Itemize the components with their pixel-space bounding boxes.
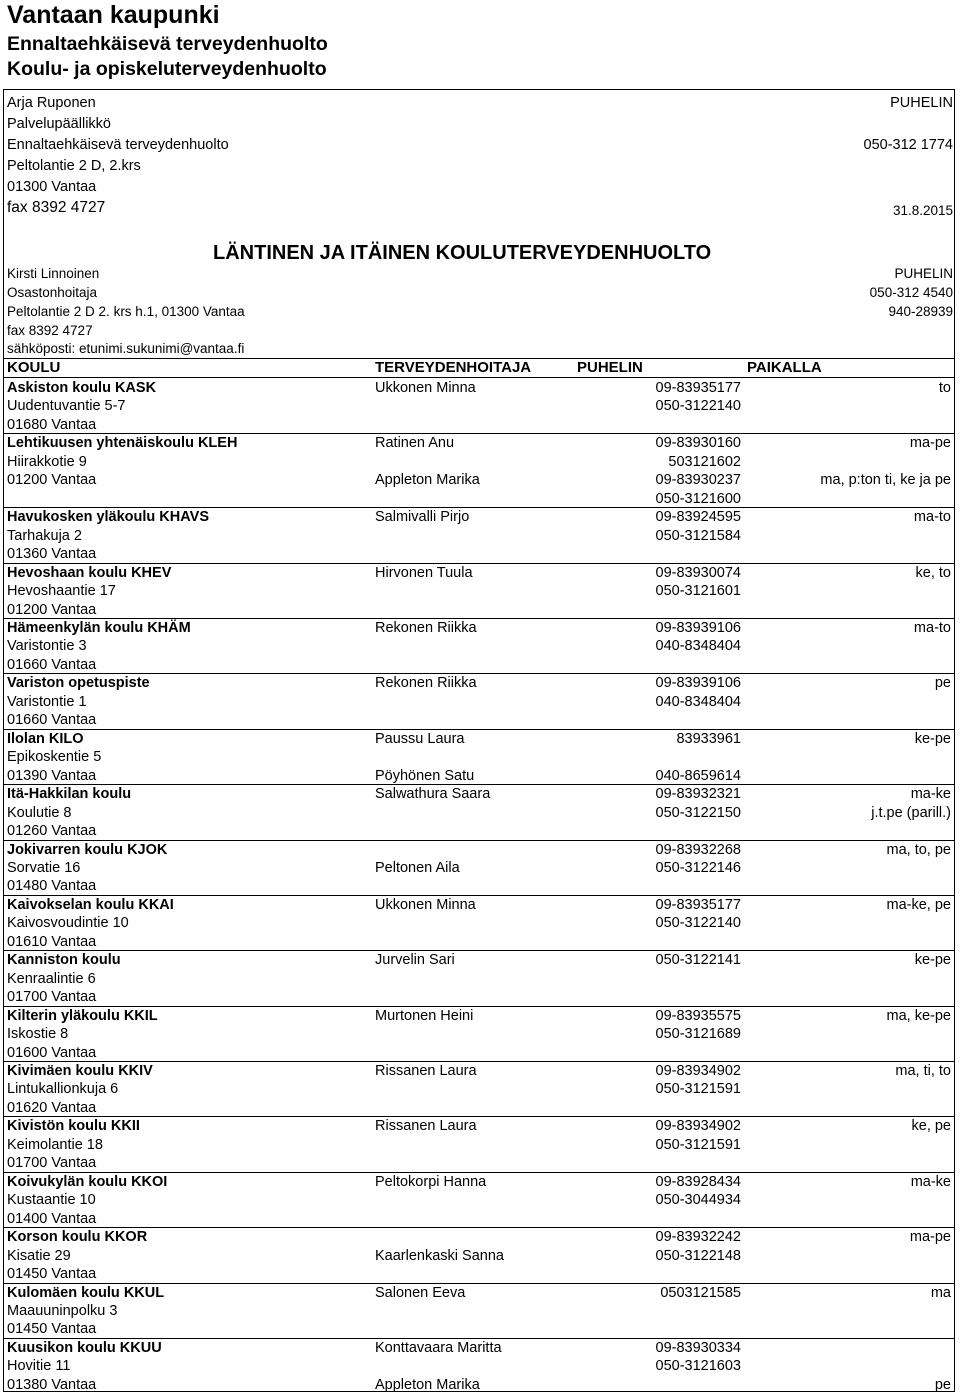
manager-phone: 050-312 1774 xyxy=(863,137,953,153)
phone-cell: 09-83939106 xyxy=(655,619,741,636)
nurse-cell: Rekonen Riikka xyxy=(375,619,477,636)
service-title: Koulu- ja opiskeluterveydenhuolto xyxy=(7,58,327,80)
school-cell: Kisatie 29 xyxy=(7,1247,71,1264)
row-separator xyxy=(4,1116,954,1117)
school-cell: 01680 Vantaa xyxy=(7,416,97,433)
school-cell: 01360 Vantaa xyxy=(7,546,97,563)
days-cell: ma-ke xyxy=(910,1173,951,1190)
phone-cell: 09-83924595 xyxy=(655,509,741,526)
head-nurse-address: Peltolantie 2 D 2. krs h.1, 01300 Vantaa xyxy=(7,304,245,319)
head-nurse-fax: fax 8392 4727 xyxy=(7,323,93,338)
phone-cell: 503121602 xyxy=(668,453,741,470)
head-nurse-email[interactable]: sähköposti: etunimi.sukunimi@vantaa.fi xyxy=(7,341,245,356)
phone-cell: 050-3121689 xyxy=(655,1026,741,1043)
days-cell: ma, p:ton ti, ke ja pe xyxy=(820,472,951,489)
column-header-days: PAIKALLA xyxy=(747,359,822,376)
school-cell: Kulomäen koulu KKUL xyxy=(7,1284,165,1301)
nurse-cell: Peltonen Aila xyxy=(375,859,460,876)
school-cell: 01450 Vantaa xyxy=(7,1321,97,1338)
days-cell: ma, ke-pe xyxy=(886,1007,951,1024)
row-separator xyxy=(4,729,954,730)
nurse-cell: Appleton Marika xyxy=(375,1376,480,1393)
phone-cell: 050-3122140 xyxy=(655,915,741,932)
school-cell: Jokivarren koulu KJOK xyxy=(7,841,168,858)
school-cell: Lehtikuusen yhtenäiskoulu KLEH xyxy=(7,435,238,452)
school-cell: Itä-Hakkilan koulu xyxy=(7,786,132,803)
manager-unit: Ennaltaehkäisevä terveydenhuolto xyxy=(7,137,229,153)
school-cell: Iskostie 8 xyxy=(7,1026,69,1043)
manager-title: Palvelupäällikkö xyxy=(7,116,111,132)
unit-title: Ennaltaehkäisevä terveydenhuolto xyxy=(7,33,328,55)
nurse-cell: Paussu Laura xyxy=(375,730,465,747)
school-cell: Kaivosvoudintie 10 xyxy=(7,915,129,932)
section-title: LÄNTINEN JA ITÄINEN KOULUTERVEYDENHUOLTO xyxy=(213,242,712,264)
nurse-cell: Salwathura Saara xyxy=(375,786,491,803)
nurse-cell: Pöyhönen Satu xyxy=(375,767,475,784)
phone-cell: 040-8348404 xyxy=(655,693,741,710)
nurse-cell: Rissanen Laura xyxy=(375,1063,477,1080)
phone-cell: 0503121585 xyxy=(660,1284,741,1301)
school-cell: Kuusikon koulu KKUU xyxy=(7,1339,162,1356)
nurse-cell: Rekonen Riikka xyxy=(375,675,477,692)
school-cell: 01200 Vantaa xyxy=(7,472,97,489)
phone-cell: 050-3122140 xyxy=(655,398,741,415)
nurse-cell: Ratinen Anu xyxy=(375,435,455,452)
phone-cell: 050-3121603 xyxy=(655,1358,741,1375)
phone-cell: 09-83934902 xyxy=(655,1063,741,1080)
school-cell: Hovitie 11 xyxy=(7,1358,71,1375)
school-cell: 01620 Vantaa xyxy=(7,1099,97,1116)
phone-cell: 09-83930237 xyxy=(655,472,741,489)
column-header-school: KOULU xyxy=(7,359,61,376)
phone-cell: 040-8348404 xyxy=(655,638,741,655)
days-cell: ke, pe xyxy=(911,1118,951,1135)
days-cell: ma-ke, pe xyxy=(886,896,951,913)
phone-cell: 09-83935177 xyxy=(655,380,741,396)
school-cell: 01450 Vantaa xyxy=(7,1266,97,1283)
school-cell: Kaivokselan koulu KKAI xyxy=(7,896,174,913)
days-cell: to xyxy=(938,380,951,396)
school-cell: Koivukylän koulu KKOI xyxy=(7,1173,168,1190)
phone-cell: 09-83932268 xyxy=(655,841,741,858)
school-cell: Varistontie 3 xyxy=(7,638,87,655)
school-cell: Kustaantie 10 xyxy=(7,1192,96,1209)
nurse-cell: Rissanen Laura xyxy=(375,1118,477,1135)
days-cell: ke, to xyxy=(915,564,951,581)
phone-cell: 09-83934902 xyxy=(655,1118,741,1135)
row-separator xyxy=(4,950,954,951)
school-cell: Hiirakkotie 9 xyxy=(7,453,87,470)
days-cell: ma-pe xyxy=(909,1229,951,1246)
school-cell: Lintukallionkuja 6 xyxy=(7,1081,119,1098)
days-cell: ma, to, pe xyxy=(886,841,951,858)
phone-cell: 050-3121591 xyxy=(655,1081,741,1098)
school-cell: 01660 Vantaa xyxy=(7,656,97,673)
city-title: Vantaan kaupunki xyxy=(7,1,220,29)
manager-fax: fax 8392 4727 xyxy=(7,199,106,216)
school-cell: Keimolantie 18 xyxy=(7,1136,103,1153)
school-cell: Maauuninpolku 3 xyxy=(7,1303,118,1319)
days-cell: ma-to xyxy=(913,619,951,636)
days-cell: ma, ti, to xyxy=(895,1063,951,1080)
phone-cell: 09-83939106 xyxy=(655,675,741,692)
school-cell: 01390 Vantaa xyxy=(7,767,97,784)
nurse-cell: Kaarlenkaski Sanna xyxy=(375,1247,504,1264)
days-cell: pe xyxy=(934,675,951,692)
nurse-cell: Salmivalli Pirjo xyxy=(375,509,470,526)
days-cell: ma xyxy=(930,1284,951,1301)
school-cell: Varistontie 1 xyxy=(7,693,87,710)
school-cell: 01400 Vantaa xyxy=(7,1210,97,1227)
head-nurse-name: Kirsti Linnoinen xyxy=(7,266,100,281)
nurse-cell: Ukkonen Minna xyxy=(375,896,476,913)
document-date: 31.8.2015 xyxy=(892,203,953,218)
manager-address: Peltolantie 2 D, 2.krs xyxy=(7,158,141,174)
nurse-cell: Konttavaara Maritta xyxy=(375,1339,502,1356)
head-nurse-phone1: 050-312 4540 xyxy=(869,285,953,300)
school-cell: Korson koulu KKOR xyxy=(7,1229,148,1246)
phone-cell: 83933961 xyxy=(676,730,741,747)
phone-cell: 050-3121600 xyxy=(655,490,741,507)
school-cell: 01610 Vantaa xyxy=(7,933,97,950)
school-cell: Hämeenkylän koulu KHÄM xyxy=(7,619,191,636)
days-cell: ke-pe xyxy=(914,952,951,969)
phone-cell: 050-3121584 xyxy=(655,527,741,544)
days-cell: pe xyxy=(934,1376,951,1393)
school-cell: Variston opetuspiste xyxy=(7,675,150,692)
phone-cell: 050-3044934 xyxy=(655,1192,741,1209)
nurse-cell: Peltokorpi Hanna xyxy=(375,1173,487,1190)
manager-phone-label: PUHELIN xyxy=(890,95,953,111)
nurse-cell: Salonen Eeva xyxy=(375,1284,466,1301)
school-cell: 01660 Vantaa xyxy=(7,712,97,729)
days-cell: ma-ke xyxy=(910,786,951,803)
manager-name: Arja Ruponen xyxy=(7,95,96,111)
school-cell: Kivistön koulu KKII xyxy=(7,1118,140,1135)
school-cell: Sorvatie 16 xyxy=(7,859,81,876)
content-box xyxy=(3,89,955,1392)
phone-cell: 050-3122141 xyxy=(655,952,741,969)
school-cell: Hevoshaantie 17 xyxy=(7,583,116,600)
phone-cell: 050-3122148 xyxy=(655,1247,741,1264)
school-cell: 01700 Vantaa xyxy=(7,989,97,1006)
column-header-nurse: TERVEYDENHOITAJA xyxy=(375,359,532,376)
nurse-cell: Hirvonen Tuula xyxy=(375,564,473,581)
school-cell: 01260 Vantaa xyxy=(7,823,97,840)
school-cell: Tarhakuja 2 xyxy=(7,527,82,544)
manager-postal: 01300 Vantaa xyxy=(7,179,97,195)
nurse-cell: Murtonen Heini xyxy=(375,1007,474,1024)
nurse-cell: Appleton Marika xyxy=(375,472,480,489)
school-cell: Koulutie 8 xyxy=(7,804,72,821)
head-nurse-title: Osastonhoitaja xyxy=(7,285,98,300)
phone-cell: 09-83930160 xyxy=(655,435,741,452)
nurse-cell: Ukkonen Minna xyxy=(375,380,476,396)
phone-cell: 050-3121601 xyxy=(655,583,741,600)
school-cell: Kanniston koulu xyxy=(7,952,121,969)
head-nurse-phone2: 940-28939 xyxy=(888,304,953,319)
phone-cell: 09-83930074 xyxy=(655,564,741,581)
days-cell: ma-pe xyxy=(909,435,951,452)
phone-cell: 050-3122150 xyxy=(655,804,741,821)
school-cell: Askiston koulu KASK xyxy=(7,380,157,396)
days-cell: ma-to xyxy=(913,509,951,526)
head-nurse-phone-label: PUHELIN xyxy=(894,266,953,281)
school-cell: 01600 Vantaa xyxy=(7,1044,97,1061)
school-cell: Kilterin yläkoulu KKIL xyxy=(7,1007,158,1024)
school-cell: Uudentuvantie 5-7 xyxy=(7,398,126,415)
phone-cell: 050-3122146 xyxy=(655,859,741,876)
school-cell: 01700 Vantaa xyxy=(7,1155,97,1172)
school-cell: Kenraalintie 6 xyxy=(7,970,96,987)
school-cell: Havukosken yläkoulu KHAVS xyxy=(7,509,209,526)
phone-cell: 09-83935177 xyxy=(655,896,741,913)
school-cell: Kivimäen koulu KKIV xyxy=(7,1063,153,1080)
column-header-phone: PUHELIN xyxy=(577,359,643,376)
school-cell: 01200 Vantaa xyxy=(7,601,97,618)
days-cell: j.t.pe (parill.) xyxy=(871,804,951,821)
school-cell: Epikoskentie 5 xyxy=(7,749,102,766)
phone-cell: 050-3121591 xyxy=(655,1136,741,1153)
phone-cell: 09-83932242 xyxy=(655,1229,741,1246)
column-header-bottom-rule xyxy=(4,377,954,378)
nurse-cell: Jurvelin Sari xyxy=(375,952,455,969)
phone-cell: 09-83928434 xyxy=(655,1173,741,1190)
days-cell: ke-pe xyxy=(914,730,951,747)
phone-cell: 040-8659614 xyxy=(655,767,741,784)
school-cell: 01480 Vantaa xyxy=(7,878,97,895)
phone-cell: 09-83930334 xyxy=(655,1339,741,1356)
phone-cell: 09-83932321 xyxy=(655,786,741,803)
school-cell: Hevoshaan koulu KHEV xyxy=(7,564,172,581)
school-cell: 01380 Vantaa xyxy=(7,1376,97,1393)
phone-cell: 09-83935575 xyxy=(655,1007,741,1024)
school-cell: Ilolan KILO xyxy=(7,730,84,747)
